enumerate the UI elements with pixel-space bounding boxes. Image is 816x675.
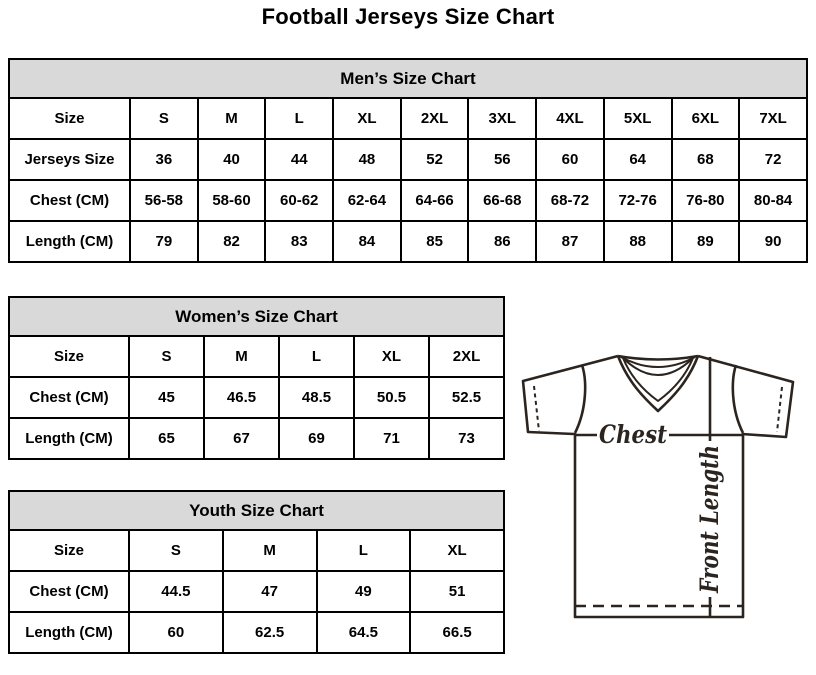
data-cell: 87	[536, 221, 604, 262]
page-title: Football Jerseys Size Chart	[261, 4, 555, 29]
data-cell: XL	[333, 98, 401, 139]
data-cell: XL	[354, 336, 429, 377]
data-cell: 2XL	[401, 98, 469, 139]
row-header-cell: Length (CM)	[9, 612, 129, 653]
data-cell: 82	[198, 221, 266, 262]
data-cell: 51	[410, 571, 504, 612]
data-cell: 66-68	[468, 180, 536, 221]
data-cell: L	[265, 98, 333, 139]
data-cell: 40	[198, 139, 266, 180]
data-cell: 58-60	[198, 180, 266, 221]
data-cell: 56	[468, 139, 536, 180]
table-row	[9, 530, 504, 571]
data-cell: 89	[672, 221, 740, 262]
data-cell: M	[204, 336, 279, 377]
table-header-row	[9, 491, 504, 530]
data-cell: 72-76	[604, 180, 672, 221]
data-cell: 65	[129, 418, 204, 459]
data-cell: 66.5	[410, 612, 504, 653]
table-row	[9, 336, 504, 377]
row-header-cell: Size	[9, 530, 129, 571]
data-cell: 5XL	[604, 98, 672, 139]
data-cell: 49	[317, 571, 411, 612]
data-cell: 60	[129, 612, 223, 653]
data-cell: M	[223, 530, 317, 571]
data-cell: 47	[223, 571, 317, 612]
row-header-cell: Chest (CM)	[9, 571, 129, 612]
data-cell: S	[129, 336, 204, 377]
data-cell: 46.5	[204, 377, 279, 418]
data-cell: 83	[265, 221, 333, 262]
table-header-row	[9, 59, 807, 98]
data-cell: 90	[739, 221, 807, 262]
front-length-measure-label: Front Length	[695, 408, 724, 593]
data-cell: 60-62	[265, 180, 333, 221]
data-cell: 64-66	[401, 180, 469, 221]
data-cell: 86	[468, 221, 536, 262]
data-cell: 68-72	[536, 180, 604, 221]
data-cell: 62-64	[333, 180, 401, 221]
data-cell: 50.5	[354, 377, 429, 418]
jersey-outline	[523, 356, 793, 617]
data-cell: 80-84	[739, 180, 807, 221]
row-header-cell: Chest (CM)	[9, 180, 130, 221]
youth-size-table	[8, 490, 505, 654]
data-cell: L	[279, 336, 354, 377]
data-cell: 79	[130, 221, 198, 262]
data-cell: 44.5	[129, 571, 223, 612]
data-cell: 64	[604, 139, 672, 180]
data-cell: 7XL	[739, 98, 807, 139]
data-cell: 68	[672, 139, 740, 180]
data-cell: 56-58	[130, 180, 198, 221]
table-row	[9, 571, 504, 612]
row-header-cell: Size	[9, 336, 129, 377]
data-cell: 85	[401, 221, 469, 262]
data-cell: S	[130, 98, 198, 139]
womens-table-title: Women’s Size Chart	[9, 297, 504, 336]
row-header-cell: Size	[9, 98, 130, 139]
row-header-cell: Chest (CM)	[9, 377, 129, 418]
data-cell: 48.5	[279, 377, 354, 418]
table-header-row	[9, 297, 504, 336]
table-row	[9, 418, 504, 459]
youth-table-title: Youth Size Chart	[9, 491, 504, 530]
jersey-measurement-diagram	[505, 335, 805, 625]
data-cell: 52	[401, 139, 469, 180]
womens-size-table	[8, 296, 505, 460]
table-row	[9, 221, 807, 262]
data-cell: 67	[204, 418, 279, 459]
data-cell: XL	[410, 530, 504, 571]
data-cell: 45	[129, 377, 204, 418]
data-cell: 3XL	[468, 98, 536, 139]
table-row	[9, 377, 504, 418]
data-cell: 88	[604, 221, 672, 262]
data-cell: 4XL	[536, 98, 604, 139]
data-cell: L	[317, 530, 411, 571]
table-row	[9, 612, 504, 653]
jersey-dashed-seams	[534, 386, 782, 606]
row-header-cell: Jerseys Size	[9, 139, 130, 180]
mens-table-title: Men’s Size Chart	[9, 59, 807, 98]
data-cell: 60	[536, 139, 604, 180]
data-cell: 48	[333, 139, 401, 180]
data-cell: 52.5	[429, 377, 504, 418]
table-row	[9, 180, 807, 221]
row-header-cell: Length (CM)	[9, 418, 129, 459]
data-cell: 36	[130, 139, 198, 180]
mens-size-table	[8, 58, 808, 263]
data-cell: 2XL	[429, 336, 504, 377]
data-cell: 71	[354, 418, 429, 459]
data-cell: 84	[333, 221, 401, 262]
data-cell: 62.5	[223, 612, 317, 653]
table-row	[9, 98, 807, 139]
data-cell: 76-80	[672, 180, 740, 221]
data-cell: 72	[739, 139, 807, 180]
data-cell: 44	[265, 139, 333, 180]
row-header-cell: Length (CM)	[9, 221, 130, 262]
data-cell: S	[129, 530, 223, 571]
data-cell: M	[198, 98, 266, 139]
data-cell: 64.5	[317, 612, 411, 653]
table-row	[9, 139, 807, 180]
chest-measure-label: Chest	[599, 420, 668, 449]
data-cell: 69	[279, 418, 354, 459]
data-cell: 73	[429, 418, 504, 459]
data-cell: 6XL	[672, 98, 740, 139]
